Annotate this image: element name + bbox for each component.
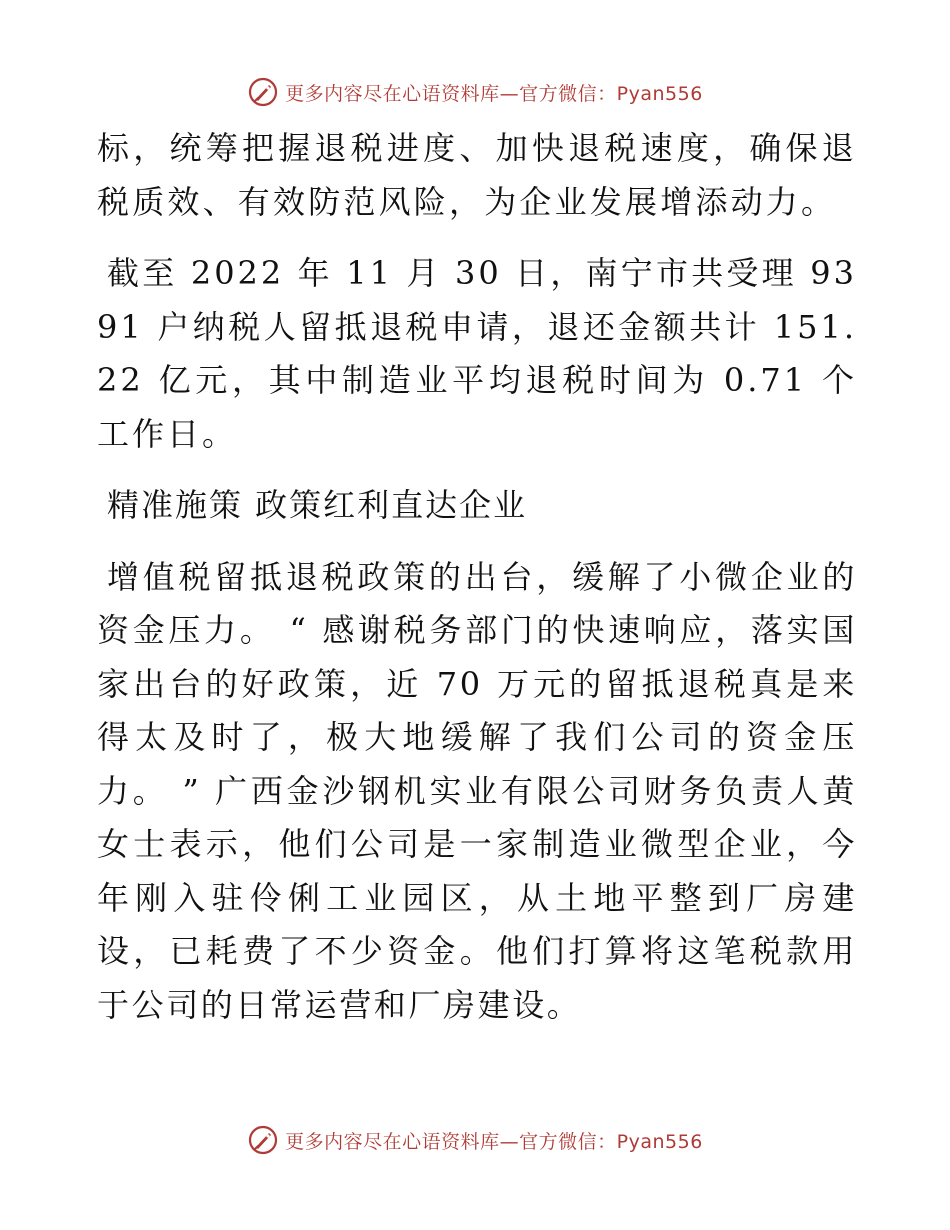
- footer-watermark: [0, 1120, 950, 1160]
- watermark-text: 更多内容尽在心语资料库—官方微信：Pyan556: [285, 1130, 703, 1153]
- document-body: [97, 122, 857, 1032]
- feather-pen-logo-icon: [247, 1124, 279, 1156]
- header-watermark: [0, 72, 950, 112]
- paragraph-3: 增值税留抵退税政策的出台，缓解了小微企业的资金压力。 “ 感谢税务部门的快速响应，落实国家出台的好政策，近 70 万元的留抵退税真是来得太及时了，极大地缓解了我们公司的资金压力。 ” 广西金沙钢机实业有限公司财务负责人黄女士表示，他们公司是一家制造业微型企业，今年刚入驻伶俐工业园区，从土地平整到厂房建设，已耗费了不少资金。他们打算将这笔税款用于公司的日常运营和厂房建设。: [97, 557, 857, 1024]
- paragraph-2: 截至 2022 年 11 月 30 日，南宁市共受理 9391 户纳税人留抵退税申请，退还金额共计 151.22 亿元，其中制造业平均退税时间为 0.71 个工作日。: [97, 254, 857, 453]
- watermark-text: 更多内容尽在心语资料库—官方微信：Pyan556: [285, 82, 703, 105]
- feather-pen-logo-icon: [247, 76, 279, 108]
- paragraph-1: 标，统筹把握退税进度、加快退税速度，确保退税质效、有效防范风险，为企业发展增添动力。: [97, 129, 857, 221]
- section-heading: 精准施策 政策红利直达企业: [107, 486, 528, 524]
